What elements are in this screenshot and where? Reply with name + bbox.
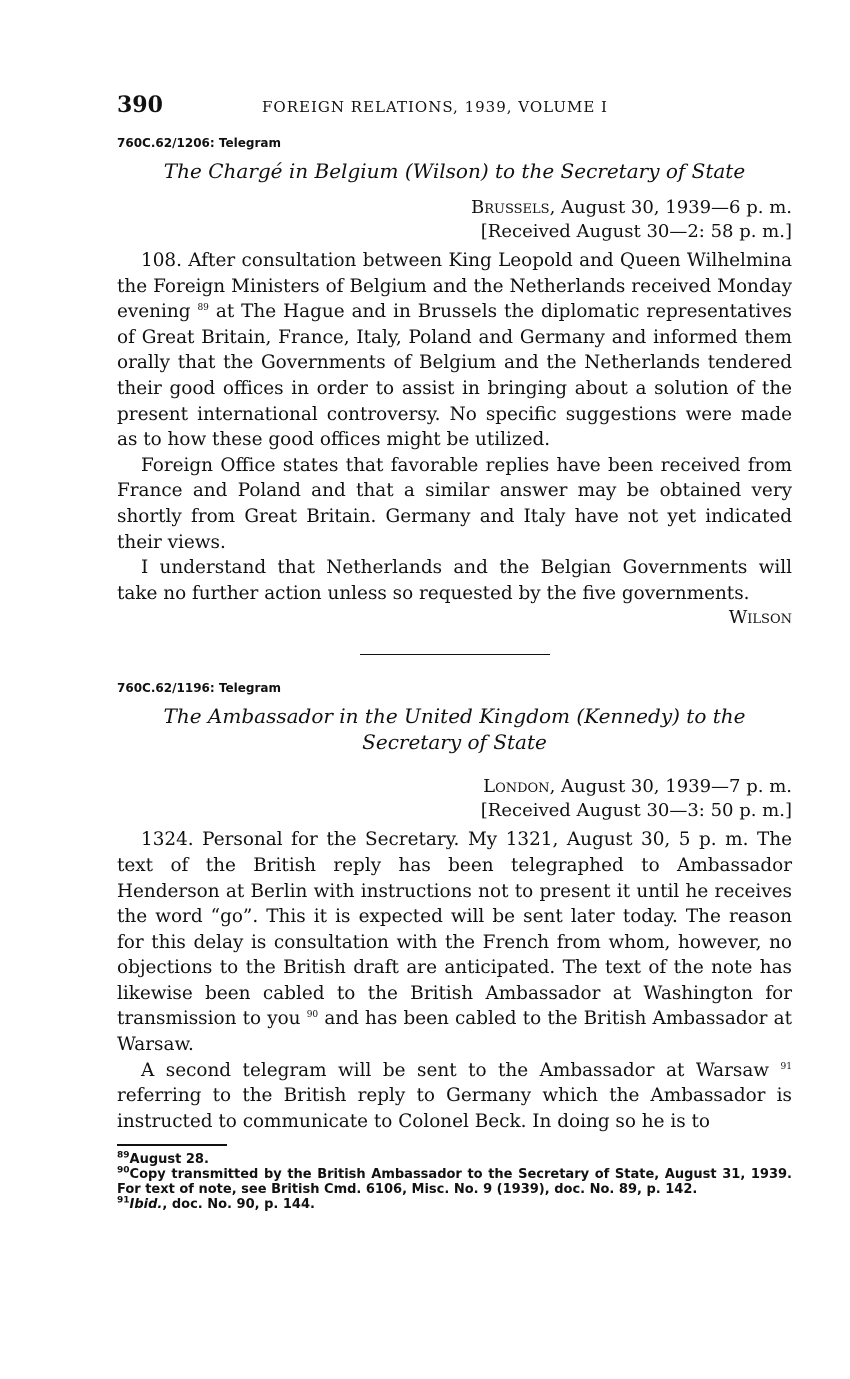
received-line-2: [Received August 30—3: 50 p. m.]: [480, 800, 792, 822]
received-line-1: [Received August 30—2: 58 p. m.]: [480, 221, 792, 242]
dateline-date-1: , August 30, 1939—6 p. m.: [549, 197, 792, 218]
document-title-2: The Ambassador in the United Kingdom (Kennedy) to the Secretary of State: [163, 704, 746, 755]
dateline-2: [117, 775, 792, 799]
dateline-date-2: , August 30, 1939—7 p. m.: [549, 776, 792, 798]
file-reference-2: 760C.62/1196: Telegram: [117, 681, 281, 696]
paragraph-second-telegram: A second telegram will be sent to the Ambassador at Warsaw $^{91}$ referring to the British reply to Germany which the Ambassador is instructed to communicate to Colonel Beck. In doing so he is to: [117, 1059, 792, 1132]
footnote-rule: [117, 1144, 227, 1146]
section-divider: [360, 654, 550, 655]
document-title-1: The Chargé in Belgium (Wilson) to the Secretary of State: [163, 159, 746, 183]
document-page: [117, 92, 792, 1212]
footnote-90: $^{90}$Copy transmitted by the British Ambassador to the Secretary of State, August 31, 1939. For text of note, see British Cmd. 6106, Misc. No. 9 (1939), doc. No. 89, p. 142.: [117, 1166, 792, 1198]
paragraph-foreign-office: Foreign Office states that favorable replies have been received from France and Poland and that a similar answer may be obtained very shortly from Great Britain. Germany and Italy have not yet indicated their views.: [117, 454, 792, 553]
footnote-91: $^{91}$Ibid., doc. No. 90, p. 144.: [117, 1196, 315, 1213]
page-header: [117, 92, 792, 122]
footnotes: [117, 1152, 792, 1212]
dateline-place-2: London: [483, 776, 550, 798]
paragraph-1324: 1324. Personal for the Secretary. My 1321, August 30, 5 p. m. The text of the British reply has been telegraphed to Ambassador Henderson at Berlin with instructions not to present it until he receives the word “go”. This it is expected will be sent later today. The reason for this delay is consultation with the French from whom, however, no objections to the British draft are anticipated. The text of the note has likewise been cabled to the British Ambassador at Washington for transmission to you $^{90}$ and has been cabled to the British Ambassador at Warsaw.: [117, 829, 792, 1056]
footnote-ref-89[interactable]: 89: [197, 303, 209, 314]
footnote-89: $^{89}$August 28.: [117, 1151, 209, 1168]
footnote-ref-90[interactable]: 90: [306, 1010, 319, 1021]
paragraph-understand: I understand that Netherlands and the Belgian Governments will take no further action unless so requested by the five governments.: [117, 557, 792, 604]
dateline-1: [117, 196, 792, 220]
file-reference-1: 760C.62/1206: Telegram: [117, 136, 281, 150]
paragraph-108: 108. After consultation between King Leopold and Queen Wilhelmina the Foreign Ministers of Belgium and the Netherlands received Monday evening $^{89}$ at The Hague and in Brussels the diplomatic representatives of Great Britain, France, Italy, Poland and Germany and informed them orally that the Governments of Belgium and the Netherlands tendered their good offices in order to assist in bringing about a solution of the present international controversy. No specific suggestions were made as to how these good offices might be utilized.: [117, 250, 792, 451]
running-title: FOREIGN RELATIONS, 1939, VOLUME I: [262, 98, 608, 116]
signature-wilson: Wilson: [728, 607, 792, 629]
footnote-ref-91[interactable]: 91: [780, 1061, 792, 1072]
dateline-place-1: Brussels: [470, 197, 550, 218]
page-number: 390: [117, 92, 163, 118]
